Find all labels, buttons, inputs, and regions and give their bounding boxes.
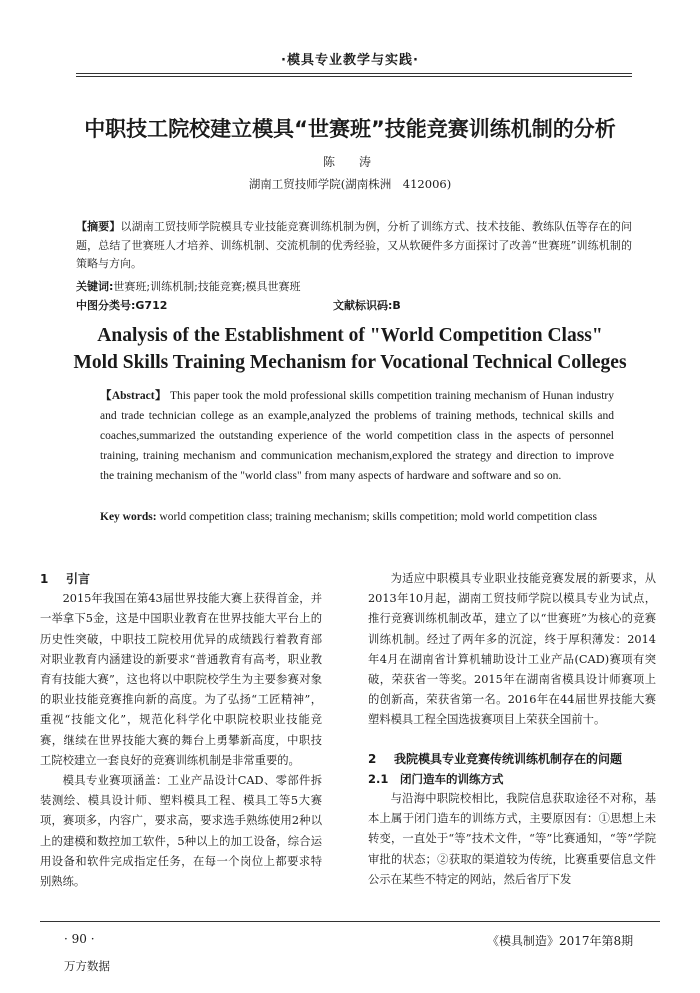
paragraph: 为适应中职模具专业职业技能竞赛发展的新要求，从2013年10月起，湖南工贸技师学院以模具专业为试点，推行竞赛训练机制改革，建立了以“世赛班”为核心的竞赛训练机制。经过了两年多的沉淀，终于厚积薄发：2014年4月在湖南省计算机辅助设计工业产品(CAD)赛项有突破，荣获省一等奖。2015年在湖南省模具设计师赛项上的创新高，荣获省第一名。2016年在44届世界技能大赛塑料模具工程全国选拔赛项目上荣获全国前十。 bbox=[368, 572, 656, 727]
section-title: 引言 bbox=[66, 572, 91, 586]
document-code: 文献标识码:B bbox=[333, 299, 401, 312]
section-heading bbox=[368, 749, 656, 769]
page-number: · 90 · bbox=[64, 932, 95, 946]
subsection-title: 闭门造车的训练方式 bbox=[400, 771, 504, 786]
journal-section-header: ·模具专业教学与实践· bbox=[281, 53, 419, 68]
author-name: 陈 涛 bbox=[322, 155, 377, 169]
journal-issue: 《模具制造》2017年第8期 bbox=[487, 934, 634, 948]
keywords-en-text: world competition class; training mechanism; skills competition; mold world competition class bbox=[159, 511, 597, 523]
keywords-en-label: Key words: bbox=[100, 511, 157, 523]
section-title: 我院模具专业竞赛传统训练机制存在的问题 bbox=[394, 751, 623, 766]
subsection-heading bbox=[368, 769, 656, 789]
paper-title-en-line2: Mold Skills Training Mechanism for Vocational Technical Colleges bbox=[73, 352, 627, 373]
paragraph: 模具专业赛项涵盖：工业产品设计CAD、零部件拆装测绘、模具设计师、塑料模具工程、模具工等5大赛项，赛项多，内容广，要求高，要求选手熟练使用2种以上的建模和数控加工软件，5种以上的加工设备，综合运用设备和软件完成指定任务，在每一个岗位上都要求特别熟练。 bbox=[40, 774, 322, 889]
keywords-cn bbox=[76, 278, 632, 297]
section-number: 1 bbox=[40, 572, 49, 586]
classification-cn bbox=[76, 297, 632, 316]
abstract-cn-label: 【摘要】 bbox=[76, 220, 121, 233]
subsection-number: 2.1 bbox=[368, 771, 389, 786]
header-divider-thin bbox=[76, 76, 632, 77]
header-divider bbox=[76, 73, 632, 74]
paper-title-cn: 中职技工院校建立模具“世赛班”技能竞赛训练机制的分析 bbox=[84, 117, 616, 141]
paragraph: 2015年我国在第43届世界技能大赛上获得首金，并一举拿下5金，这是中国职业教育在世界技能大平台上的历史性突破，中职技工院校用优异的成绩践行着教育部对职业教育内涵建设的新要求“普通教育有高考，职业教育有技能大赛”，这也将以中职院校学生为主要参赛对象的职业技能竞赛推向新的高度。为了弘扬“工匠精神”，重视“技能文化”，规范化科学化中职院校职业技能竞赛，继续在世界技能大赛的舞台上勇攀新高度，中职技工院校建立一套良好的竞赛训练机制是非常重要的。 bbox=[40, 592, 322, 767]
abstract-cn-text: 以湖南工贸技师学院模具专业技能竞赛训练机制为例，分析了训练方式、技术技能、教练队伍等存在的问题，总结了世赛班人才培养、训练机制、交流机制的优秀经验，又从软硬件多方面探讨了改善“世赛班”训练机制的策略与方向。 bbox=[76, 220, 633, 270]
section-number: 2 bbox=[368, 751, 377, 766]
paragraph: 与沿海中职院校相比，我院信息获取途径不对称，基本上属于闭门造车的训练方式，主要原因有：①思想上未转变，一直处于“等”技术文件，“等”比赛通知，“等”学院审批的状态；②获取的渠道较为传统，比赛重要信息文件公示在某些不特定的网站，然后省厅下发 bbox=[368, 792, 656, 886]
author-affiliation: 湖南工贸技师学院(湖南株洲 412006) bbox=[248, 177, 452, 191]
clc-number: 中图分类号:G712 bbox=[76, 299, 168, 312]
body-column-left bbox=[40, 569, 322, 892]
keywords-cn-text: 世赛班;训练机制;技能竞赛;模具世赛班 bbox=[113, 280, 301, 293]
section-heading bbox=[40, 569, 322, 589]
abstract-en-label: 【Abstract】 bbox=[100, 390, 167, 402]
keywords-cn-label: 关键词: bbox=[76, 280, 114, 293]
paper-title-en-line1: Analysis of the Establishment of "World Competition Class" bbox=[97, 325, 603, 346]
body-column-right bbox=[368, 569, 656, 890]
abstract-cn bbox=[76, 218, 632, 274]
footer-divider bbox=[40, 921, 660, 922]
abstract-en-text: This paper took the mold professional skills competition training mechanism of Hunan industry and trade technician college as an example,analyzed the problems of training methods, technical skills and coaches,summarized the outstanding experience of the world competition class in the aspects of personnel training, training mechanism and communication mechanism,explored the strategy and direction to improve the training mechanism of the "world class" from many aspects of hardware and software and so on. bbox=[100, 390, 615, 482]
abstract-en bbox=[100, 386, 614, 486]
watermark-text: 万方数据 bbox=[64, 959, 110, 973]
keywords-en bbox=[100, 507, 614, 527]
